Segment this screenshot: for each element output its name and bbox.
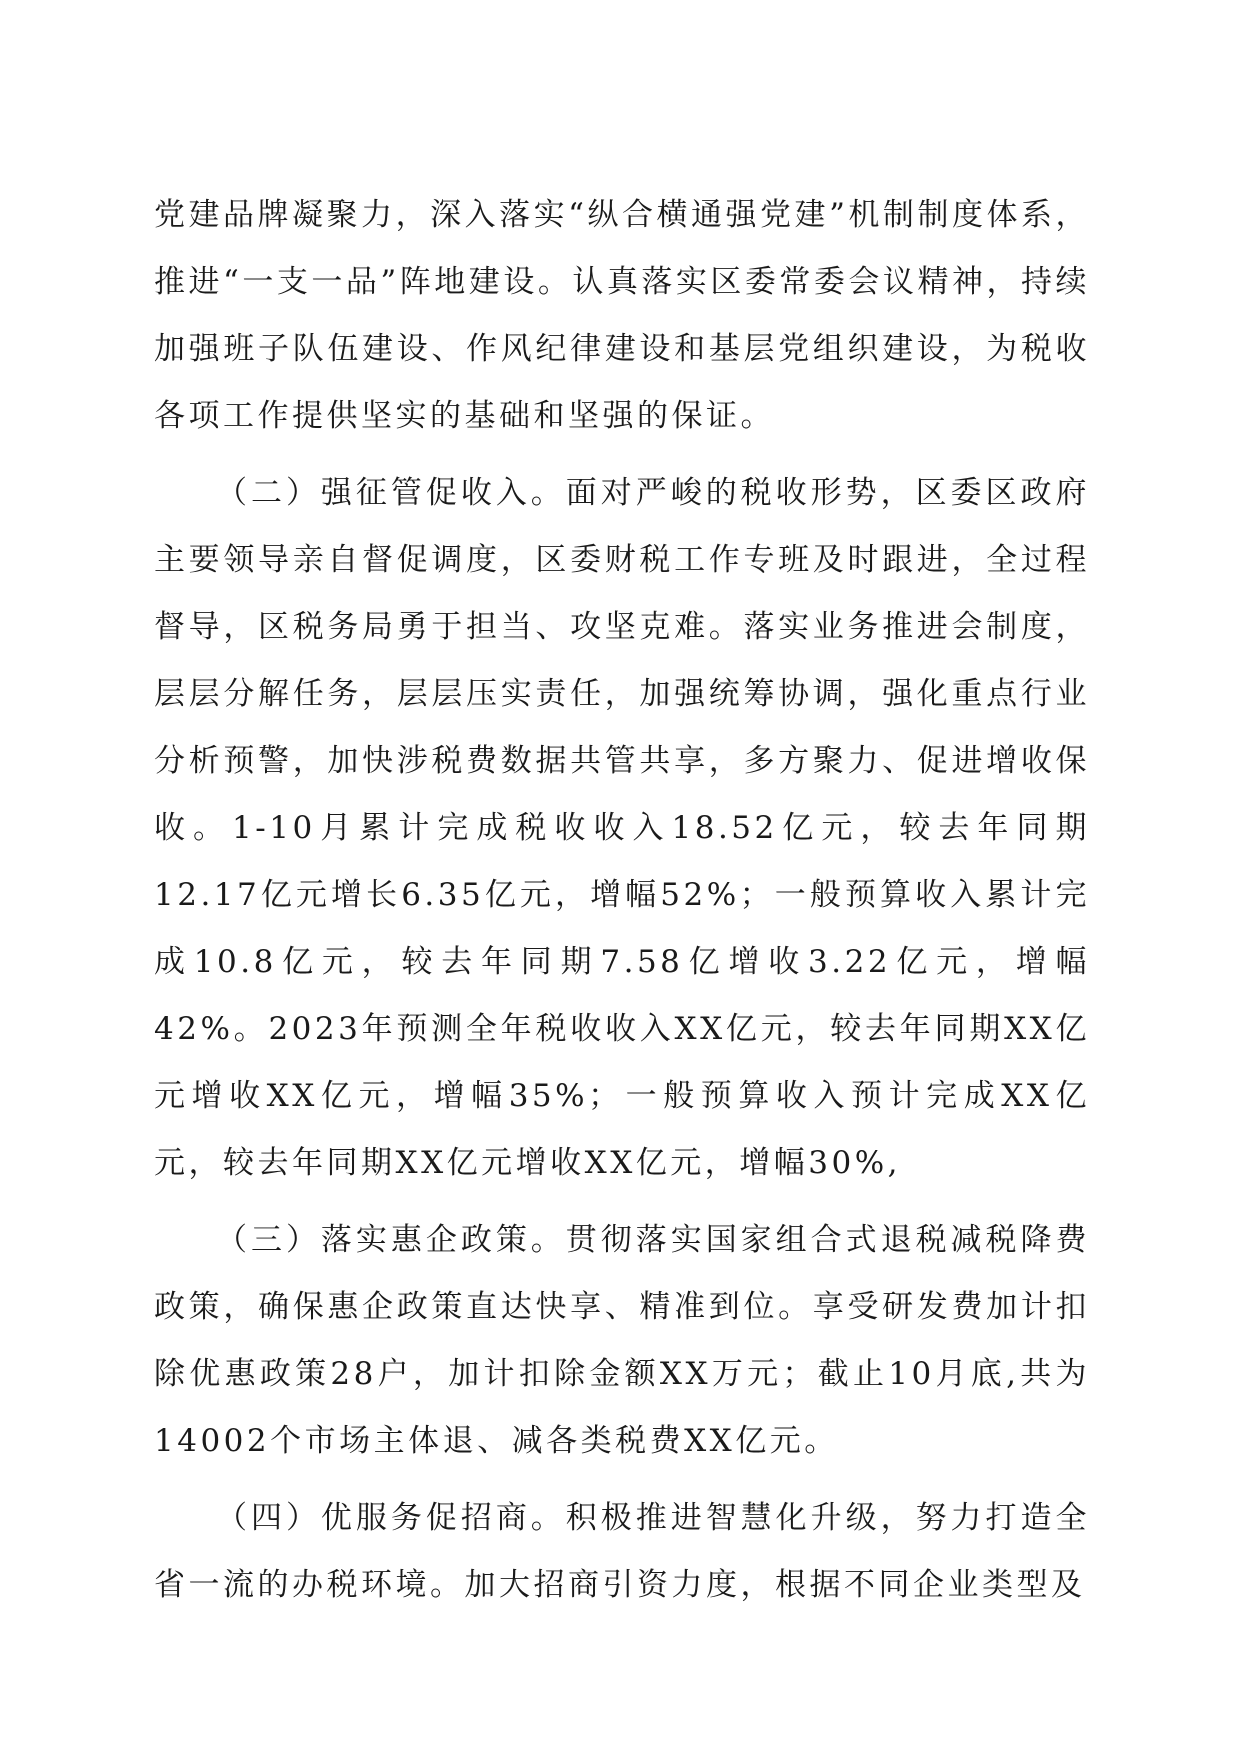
document-body — [154, 182, 1090, 1629]
paragraph-service-investment: （四）优服务促招商。积极推进智慧化升级，努力打造全省一流的办税环境。加大招商引资力度，根据不同企业类型及 — [154, 1500, 1090, 1603]
paragraph-party-building: 党建品牌凝聚力，深入落实“纵合横通强党建”机制制度体系，推进“一支一品”阵地建设。认真落实区委常委会议精神，持续加强班子队伍建设、作风纪律建设和基层党组织建设，为税收各项工作提供坚实的基础和坚强的保证。 — [154, 197, 1090, 434]
paragraph-enterprise-policy: （三）落实惠企政策。贯彻落实国家组合式退税减税降费政策，确保惠企政策直达快享、精准到位。享受研发费加计扣除优惠政策28户，加计扣除金额XX万元；截止10月底,共为14002个市场主体退、减各类税费XX亿元。 — [154, 1222, 1090, 1459]
paragraph-tax-collection: （二）强征管促收入。面对严峻的税收形势，区委区政府主要领导亲自督促调度，区委财税工作专班及时跟进，全过程督导，区税务局勇于担当、攻坚克难。落实业务推进会制度，层层分解任务，层层压实责任，加强统筹协调，强化重点行业分析预警，加快涉税费数据共管共享，多方聚力、促进增收保收。1-10月累计完成税收收入18.52亿元，较去年同期12.17亿元增长6.35亿元，增幅52%；一般预算收入累计完成10.8亿元，较去年同期7.58亿增收3.22亿元，增幅42%。2023年预测全年税收收入XX亿元，较去年同期XX亿元增收XX亿元，增幅35%；一般预算收入预计完成XX亿元，较去年同期XX亿元增收XX亿元，增幅30%, — [154, 475, 1090, 1181]
